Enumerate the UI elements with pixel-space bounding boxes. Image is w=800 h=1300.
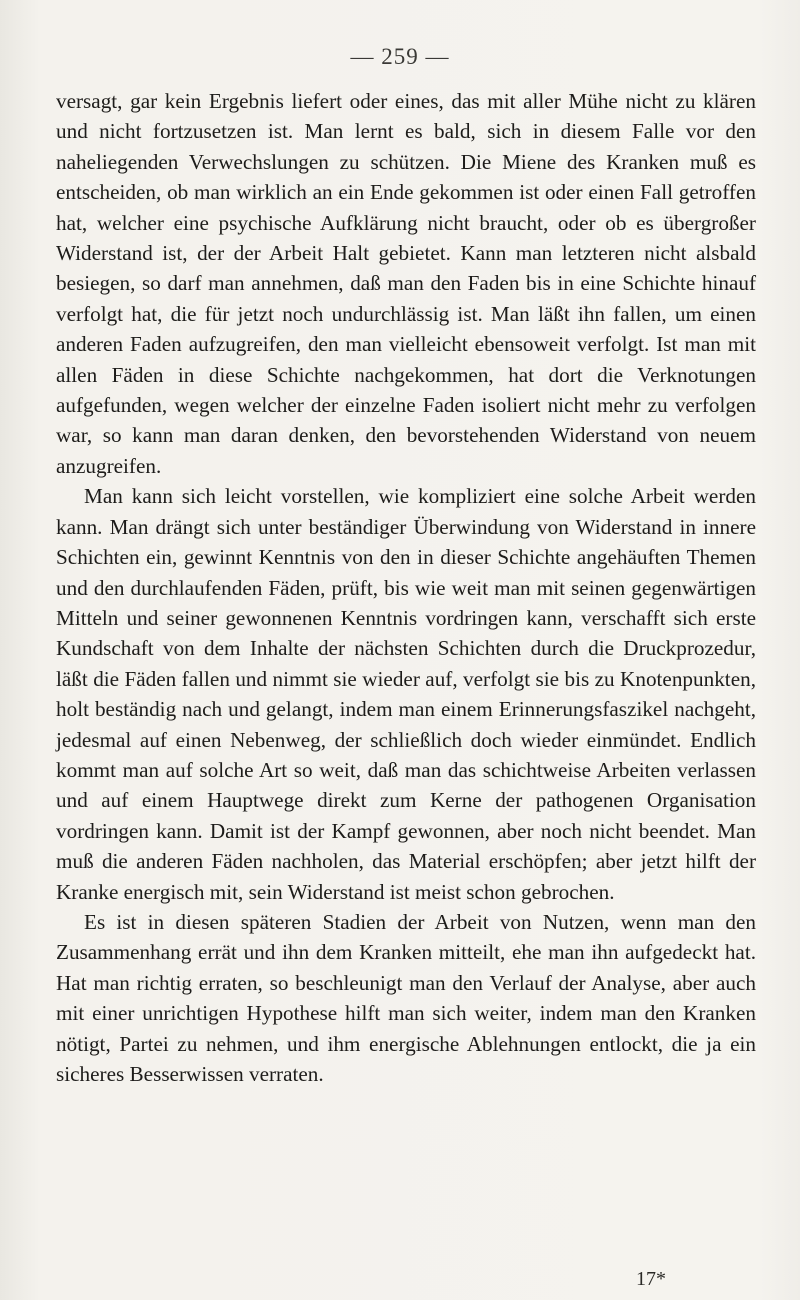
page-number: — 259 — — [350, 44, 450, 69]
paragraph-2: Man kann sich leicht vorstellen, wie kompliziert eine solche Arbeit werden kann. Man drängt sich unter beständiger Überwindung von Widerstand in innere Schichten ein, gewinnt Kenntnis von den in dieser Schichte angehäuften Themen und den durchlaufenden Fäden, prüft, bis wie weit man mit seinen gegenwärtigen Mitteln und seiner gewonnenen Kenntnis vordringen kann, verschafft sich erste Kundschaft von dem Inhalte der nächsten Schichten durch die Druckprozedur, läßt die Fäden fallen und nimmt sie wieder auf, verfolgt sie bis zu Knotenpunkten, holt beständig nach und gelangt, indem man einem Erinnerungsfaszikel nachgeht, jedesmal auf einen Nebenweg, der schließlich doch wieder einmündet. Endlich kommt man auf solche Art so weit, daß man das schichtweise Arbeiten verlassen und auf einem Hauptwege direkt zum Kerne der pathogenen Organisation vordringen kann. Damit ist der Kampf gewonnen, aber noch nicht beendet. Man muß die anderen Fäden nachholen, das Material erschöpfen; aber jetzt hilft der Kranke energisch mit, sein Widerstand ist meist schon gebrochen. — [56, 484, 756, 904]
paragraph-3: Es ist in diesen späteren Stadien der Arbeit von Nutzen, wenn man den Zusammenhang errät und ihn dem Kranken mitteilt, ehe man ihn aufgedeckt hat. Hat man richtig erraten, so beschleunigt man den Verlauf der Analyse, aber auch mit einer unrichtigen Hypothese hilft man sich weiter, indem man den Kranken nötigt, Partei zu nehmen, und ihm energische Ablehnungen entlockt, die ja ein sicheres Besserwissen verraten. — [56, 909, 756, 1086]
body-text — [56, 86, 756, 1089]
paragraph-1: versagt, gar kein Ergebnis liefert oder eines, das mit aller Mühe nicht zu klären und nicht fortzusetzen ist. Man lernt es bald, sich in diesem Falle vor den naheliegenden Verwechslungen zu schützen. Die Miene des Kranken muß es entscheiden, ob man wirklich an ein Ende gekommen ist oder einen Fall getroffen hat, welcher eine psychische Aufklärung nicht braucht, oder ob es übergroßer Widerstand ist, der der Arbeit Halt gebietet. Kann man letzteren nicht alsbald besiegen, so darf man annehmen, daß man den Faden bis in eine Schichte hinauf verfolgt hat, die für jetzt noch undurchlässig ist. Man läßt ihn fallen, um einen anderen Faden aufzugreifen, den man vielleicht ebensoweit verfolgt. Ist man mit allen Fäden in diese Schichte nachgekommen, hat dort die Verknotungen aufgefunden, wegen welcher der einzelne Faden isoliert nicht mehr zu verfolgen war, so kann man daran denken, den bevorstehenden Widerstand von neuem anzugreifen. — [56, 89, 756, 478]
signature-mark: 17* — [636, 1268, 666, 1290]
